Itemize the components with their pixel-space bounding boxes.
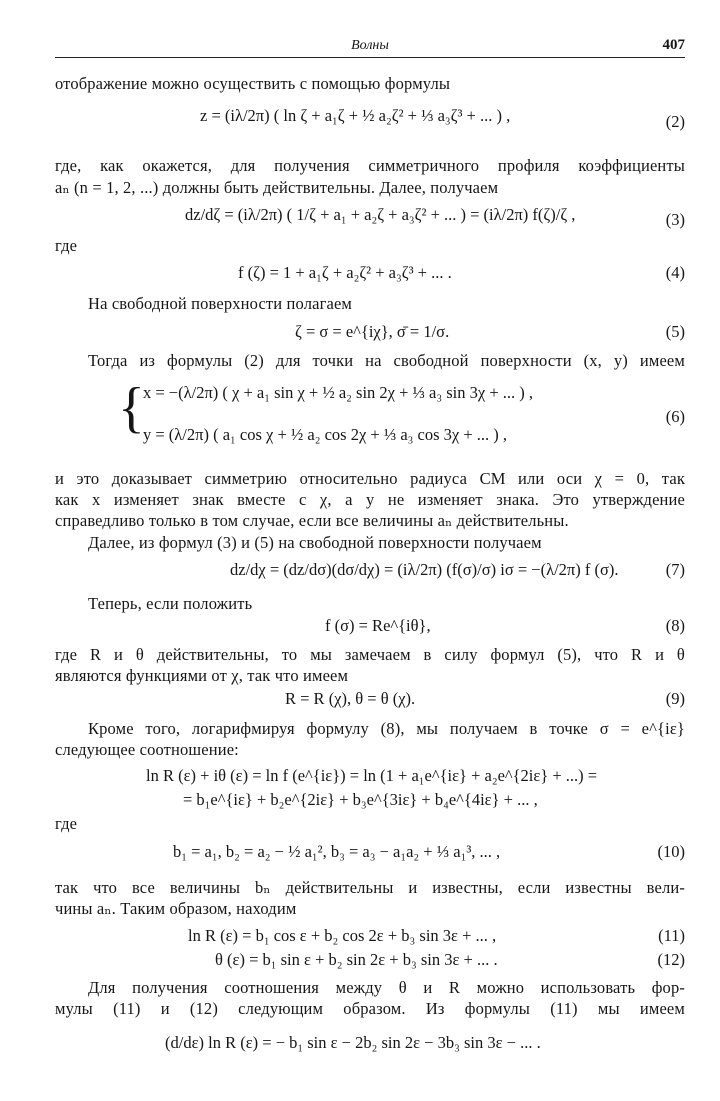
equation-number: (6) bbox=[665, 407, 685, 426]
equation-3: dz/dζ = (iλ/2π) ( 1/ζ + a₁ + a₂ζ + a₃ζ² + ... ) = (iλ/2π) f(ζ)/ζ , bbox=[185, 205, 576, 224]
page-header bbox=[55, 36, 685, 58]
equation-log-1: ln R (ε) + iθ (ε) = ln f (e^{iε}) = ln (1 + a₁e^{iε} + a₂e^{2iε} + ...) = bbox=[146, 766, 598, 785]
equation-11: ln R (ε) = b₁ cos ε + b₂ cos 2ε + b₃ sin 3ε + ... , bbox=[188, 926, 497, 945]
text-line: как x изменяет знак вместе с χ, а y не изменяет знака. Это утверждение bbox=[55, 490, 685, 509]
text-line: Теперь, если положить bbox=[88, 594, 253, 613]
equation-9: R = R (χ), θ = θ (χ). bbox=[285, 689, 416, 708]
equation-10: b₁ = a₁, b₂ = a₂ − ½ a₁², b₃ = a₃ − a₁a₂ + ⅓ a₁³, ... , bbox=[173, 842, 501, 861]
text-line: чины aₙ. Таким образом, находим bbox=[55, 899, 297, 918]
text-line: Тогда из формулы (2) для точки на свободной поверхности (x, y) имеем bbox=[88, 351, 685, 370]
equation-8: f (σ) = Re^{iθ}, bbox=[325, 616, 431, 635]
header-rule bbox=[55, 57, 685, 58]
page-number: 407 bbox=[662, 37, 685, 53]
equation-7: dz/dχ = (dz/dσ)(dσ/dχ) = (iλ/2π) (f(σ)/σ) iσ = −(λ/2π) f (σ). bbox=[230, 560, 619, 579]
equation-5: ζ = σ = e^{iχ}, σ̄ = 1/σ. bbox=[295, 322, 450, 341]
text-line: мулы (11) и (12) следующим образом. Из формулы (11) мы имеем bbox=[55, 999, 685, 1018]
text-line: так что все величины bₙ действительны и известны, если известны вели- bbox=[55, 878, 685, 897]
equation-number: (11) bbox=[658, 926, 685, 945]
text-line: и это доказывает симметрию относительно радиуса CM или оси χ = 0, так bbox=[55, 469, 685, 488]
equation-12: θ (ε) = b₁ sin ε + b₂ sin 2ε + b₃ sin 3ε + ... . bbox=[215, 950, 498, 969]
equation-6b: y = (λ/2π) ( a₁ cos χ + ½ a₂ cos 2χ + ⅓ a₃ cos 3χ + ... ) , bbox=[143, 425, 508, 444]
equation-4: f (ζ) = 1 + a₁ζ + a₂ζ² + a₃ζ³ + ... . bbox=[238, 263, 452, 282]
equation-derivative: (d/dε) ln R (ε) = − b₁ sin ε − 2b₂ sin 2ε − 3b₃ sin 3ε − ... . bbox=[165, 1033, 541, 1052]
text-line: Для получения соотношения между θ и R можно использовать фор- bbox=[88, 978, 685, 997]
equation-number: (10) bbox=[657, 842, 685, 861]
text-line: Кроме того, логарифмируя формулу (8), мы получаем в точке σ = e^{iε} bbox=[88, 719, 685, 738]
text-line: являются функциями от χ, так что имеем bbox=[55, 666, 349, 685]
equation-number: (5) bbox=[665, 322, 685, 341]
text-line: справедливо только в том случае, если все величины aₙ действительны. bbox=[55, 511, 569, 530]
text-line: где R и θ действительны, то мы замечаем в силу формул (5), что R и θ bbox=[55, 645, 685, 664]
equation-number: (3) bbox=[665, 210, 685, 229]
text-line: aₙ (n = 1, 2, ...) должны быть действительны. Далее, получаем bbox=[55, 178, 499, 197]
text-line: отображение можно осуществить с помощью формулы bbox=[55, 74, 451, 93]
equation-2: z = (iλ/2π) ( ln ζ + a₁ζ + ½ a₂ζ² + ⅓ a₃ζ³ + ... ) , bbox=[200, 106, 511, 125]
text-line: где bbox=[55, 814, 78, 833]
equation-number: (2) bbox=[665, 112, 685, 131]
text-line: где, как окажется, для получения симметричного профиля коэффициенты bbox=[55, 156, 685, 175]
text-line: где bbox=[55, 236, 78, 255]
equation-log-2: = b₁e^{iε} + b₂e^{2iε} + b₃e^{3iε} + b₄e^{4iε} + ... , bbox=[183, 790, 538, 809]
equation-number: (7) bbox=[665, 560, 685, 579]
text-line: На свободной поверхности полагаем bbox=[88, 294, 353, 313]
text-line: Далее, из формул (3) и (5) на свободной поверхности получаем bbox=[88, 533, 542, 552]
equation-number: (4) bbox=[665, 263, 685, 282]
equation-number: (9) bbox=[665, 689, 685, 708]
system-brace: { bbox=[118, 377, 145, 439]
text-line: следующее соотношение: bbox=[55, 740, 239, 759]
running-title: Волны bbox=[351, 38, 389, 53]
equation-number: (12) bbox=[657, 950, 685, 969]
equation-6a: x = −(λ/2π) ( χ + a₁ sin χ + ½ a₂ sin 2χ + ⅓ a₃ sin 3χ + ... ) , bbox=[143, 383, 534, 402]
equation-number: (8) bbox=[665, 616, 685, 635]
